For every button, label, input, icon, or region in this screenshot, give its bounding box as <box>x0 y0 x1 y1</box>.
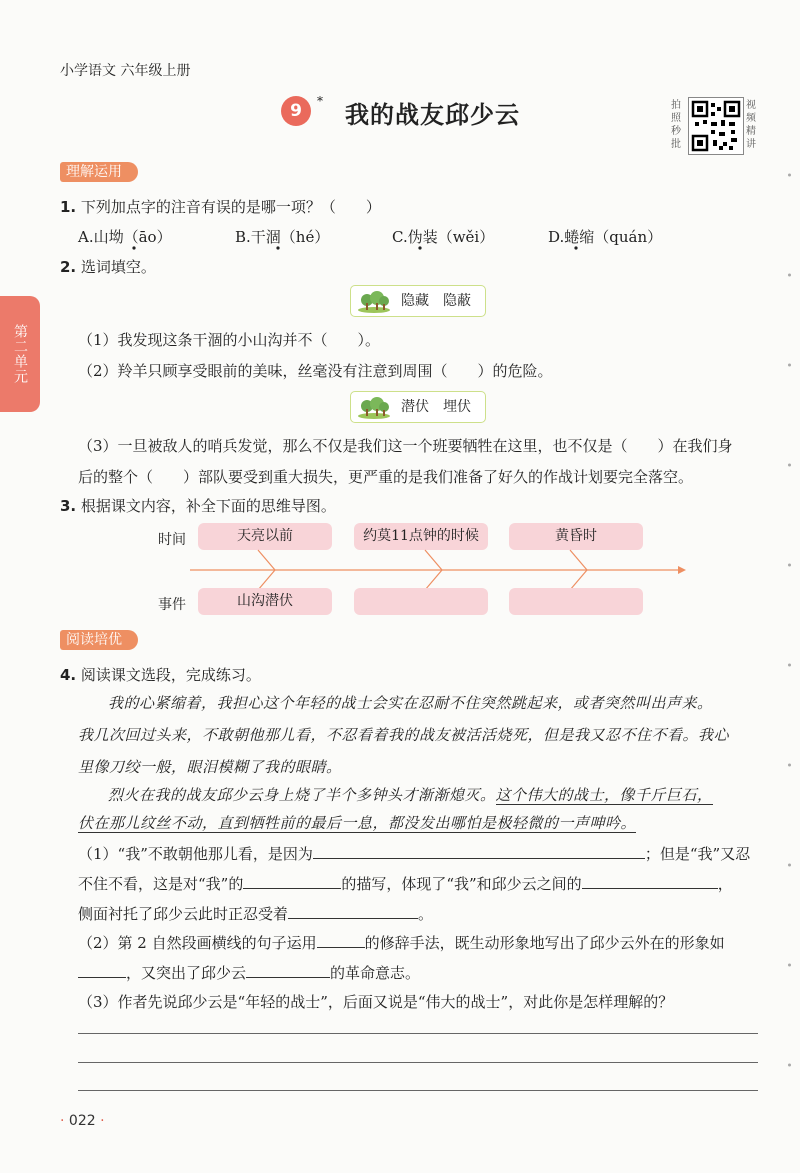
q3-number: 3. <box>60 497 77 515</box>
lesson-star: * <box>317 94 323 108</box>
qr-right-text: 视频精讲 <box>746 100 756 150</box>
word-box-2-text: 潜伏 埋伏 <box>401 399 471 415</box>
q2-sentence-3a: （3）一旦被敌人的哨兵发觉，那么不仅是我们这一个班要牺牲在这里，也不仅是（ ）在我们身 <box>78 437 733 455</box>
section-tag-understand: 理解运用 <box>60 162 138 182</box>
q2-sentence-3b: 后的整个（ ）部队要受到重大损失，更严重的是我们准备了好久的作战计划要完全落空。 <box>78 468 694 486</box>
mindmap-event-3-blank[interactable] <box>509 588 643 615</box>
q1-option-b: B.干涸（hé） <box>235 228 330 246</box>
page-number: · 022 · <box>60 1113 105 1129</box>
qr-left-text: 拍照秒批 <box>671 100 681 150</box>
q4-sub3-question: （3）作者先说邱少云是“年轻的战士”，后面又说是“伟大的战士”，对此你是怎样理解的？ <box>78 993 674 1011</box>
answer-blank[interactable] <box>246 963 330 978</box>
mindmap-time-2: 约莫11点钟的时候 <box>354 523 488 550</box>
answer-line-3[interactable] <box>78 1090 758 1091</box>
q1-option-d: D.蜷缩（quán） <box>548 228 663 246</box>
q4-sub1-line2: 不住不看，这是对“我”的 的描写，体现了“我”和邱少云之间的 ， <box>78 875 733 893</box>
lesson-number: 9 <box>281 96 311 126</box>
q2-sentence-2: （2）羚羊只顾享受眼前的美味，丝毫没有注意到周围（ ）的危险。 <box>78 362 553 380</box>
tree-icon <box>357 395 391 419</box>
mindmap-time-label: 时间 <box>158 532 186 548</box>
answer-blank[interactable] <box>317 933 365 948</box>
passage-p2-underlined-1: 这个伟大的战士，像千斤巨石， <box>495 786 713 804</box>
passage-p2-plain: 烈火在我的战友邱少云身上烧了半个多钟头才渐渐熄灭。 <box>108 786 496 804</box>
mindmap-time-1: 天亮以前 <box>198 523 332 550</box>
word-box-2 <box>350 391 486 423</box>
q4-text: 阅读课文选段，完成练习。 <box>80 666 261 684</box>
q2-text: 选词填空。 <box>80 258 156 276</box>
passage-p1-line3: 里像刀绞一般，眼泪模糊了我的眼睛。 <box>78 758 342 776</box>
answer-blank[interactable] <box>243 874 341 889</box>
edge-mark <box>788 360 791 474</box>
answer-line-2[interactable] <box>78 1062 758 1063</box>
word-box-1-text: 隐藏 隐蔽 <box>401 293 471 309</box>
q2-stem <box>60 256 156 277</box>
q3-stem <box>60 495 336 516</box>
q4-sub1-line1: （1）“我”不敢朝他那儿看，是因为 ；但是“我”又忍 <box>78 845 751 863</box>
mindmap-time-3: 黄昏时 <box>509 523 643 550</box>
unit-side-tab: 第二单元 <box>0 296 40 412</box>
edge-mark <box>788 170 791 284</box>
emphasis-dots <box>0 245 800 251</box>
page-dot-icon: · <box>60 1113 65 1129</box>
mindmap-event-1: 山沟潜伏 <box>198 588 332 615</box>
q1-stem <box>60 196 381 217</box>
passage-p2-line2 <box>78 806 636 840</box>
edge-mark <box>788 960 791 1074</box>
answer-blank[interactable] <box>582 874 718 889</box>
q2-number: 2. <box>60 258 77 276</box>
passage-p1-line1: 我的心紧缩着，我担心这个年轻的战士会实在忍耐不住突然跳起来，或者突然叫出声来。 <box>108 694 713 712</box>
section-tag-reading: 阅读培优 <box>60 630 138 650</box>
lesson-title: 我的战友邱少云 <box>345 101 520 129</box>
answer-blank[interactable] <box>313 844 645 859</box>
passage-p2-underlined-2: 伏在那儿纹丝不动，直到牺牲前的最后一息，都没发出哪怕是极轻微的一声呻吟。 <box>78 814 637 832</box>
passage-p1-line2: 我几次回过头来，不敢朝他那儿看，不忍看着我的战友被活活烧死，但是我又忍不住不看。我心 <box>78 726 730 744</box>
book-title: 小学语文 六年级上册 <box>60 63 191 79</box>
edge-mark <box>788 760 791 874</box>
word-box-1 <box>350 285 486 317</box>
q1-text: 下列加点字的注音有误的是哪一项？（ ） <box>80 198 381 216</box>
page-dot-icon: · <box>100 1113 105 1129</box>
q4-number: 4. <box>60 666 77 684</box>
q3-text: 根据课文内容，补全下面的思维导图。 <box>80 497 336 515</box>
q4-sub2-line1: （2）第 2 自然段画横线的句子运用 的修辞手法，既生动形象地写出了邱少云外在的形象如 <box>78 934 725 952</box>
mindmap-event-2-blank[interactable] <box>354 588 488 615</box>
mindmap-event-label: 事件 <box>158 597 186 613</box>
answer-blank[interactable] <box>288 904 418 919</box>
q1-number: 1. <box>60 198 77 216</box>
q1-option-c: C.伪装（wěi） <box>392 228 495 246</box>
answer-line-1[interactable] <box>78 1033 758 1034</box>
edge-mark <box>788 560 791 674</box>
q4-sub1-line3: 侧面衬托了邱少云此时正忍受着 。 <box>78 905 434 923</box>
q4-stem <box>60 664 261 685</box>
q1-option-a: A.山坳（āo） <box>78 228 172 246</box>
q2-sentence-1: （1）我发现这条干涸的小山沟并不（ ）。 <box>78 331 381 349</box>
q4-sub2-line2: ，又突出了邱少云 的革命意志。 <box>78 962 420 983</box>
qr-code-icon[interactable] <box>688 97 744 155</box>
tree-icon <box>357 289 391 313</box>
answer-blank[interactable] <box>78 963 126 978</box>
